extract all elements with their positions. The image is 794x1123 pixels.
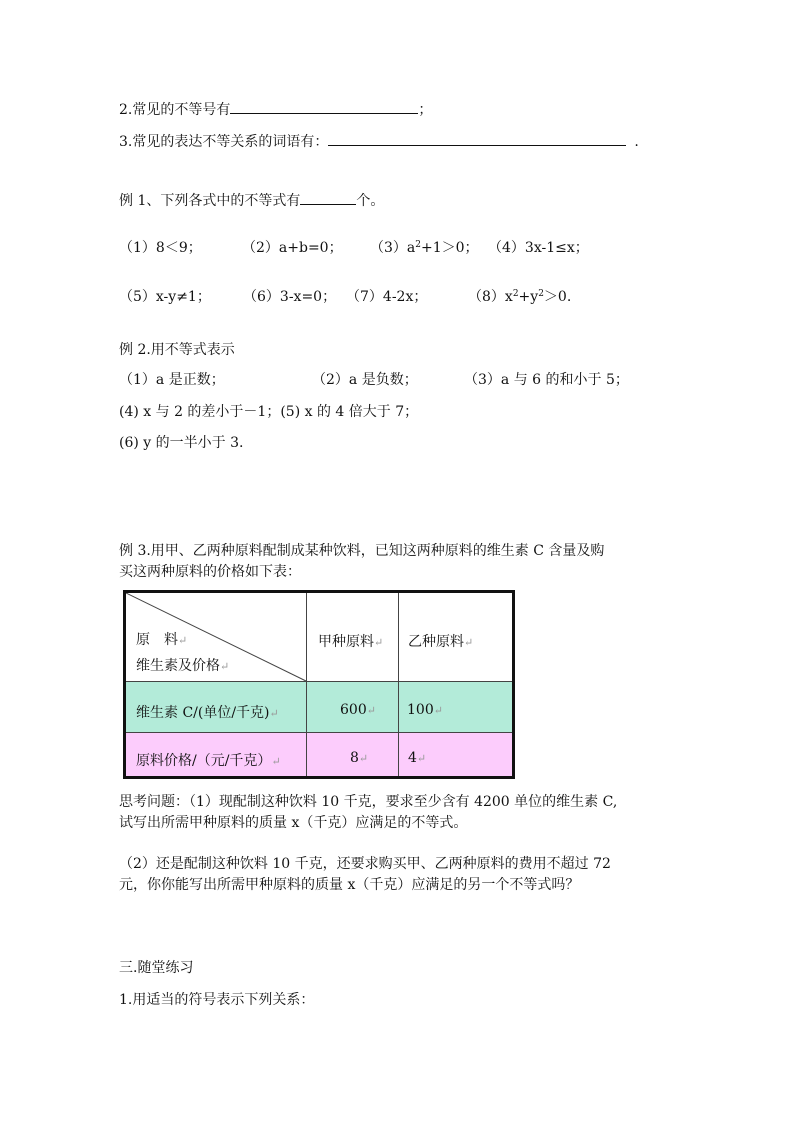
header-top-label: 原 料↵ bbox=[136, 632, 188, 648]
example-2-item: (6) y 的一半小于 3. bbox=[119, 435, 244, 451]
example-1-item: （6）3-x=0； bbox=[243, 289, 337, 305]
row-price-label: 原料价格/（元/千克）↵ bbox=[136, 753, 281, 769]
row-price-value-b: 4↵ bbox=[408, 750, 427, 766]
example-2-item: （3）a 与 6 的和小于 5； bbox=[464, 372, 629, 388]
answer-blank[interactable] bbox=[328, 131, 626, 146]
example-1-item: $(3)a^2+1>0$； bbox=[370, 240, 479, 256]
question-3: 3.常见的表达不等关系的词语有： . bbox=[119, 131, 639, 151]
example-3-stem: 例 3.用甲、乙两种原料配制成某种饮料，已知这两种原料的维生素 C 含量及购 bbox=[119, 543, 605, 559]
example-2-item: （2）a 是负数； bbox=[312, 372, 418, 388]
think-question-1: 思考问题：（1）现配制这种饮料 10 千克，要求至少含有 4200 单位的维生素 C, bbox=[119, 794, 618, 810]
example-2-item: （1）a 是正数； bbox=[119, 372, 225, 388]
row-vitamin-value-b: 100↵ bbox=[407, 702, 443, 718]
question-3-label: 3.常见的表达不等关系的词语有： bbox=[119, 134, 329, 150]
ingredient-table bbox=[123, 590, 515, 779]
answer-blank[interactable] bbox=[230, 99, 418, 114]
example-2-title: 例 2.用不等式表示 bbox=[119, 342, 235, 358]
row-vitamin-label: 维生素 C/(单位/千克)↵ bbox=[136, 705, 279, 721]
answer-blank[interactable] bbox=[300, 190, 356, 205]
think-question-1: 试写出所需甲种原料的质量 x（千克）应满足的不等式。 bbox=[119, 815, 468, 831]
header-bottom-label: 维生素及价格↵ bbox=[136, 658, 230, 674]
example-1-item: （1）8＜9； bbox=[119, 240, 202, 256]
example-2-item: (4) x 与 2 的差小于－1；(5) x 的 4 倍大于 7； bbox=[119, 404, 419, 420]
example-1-item: $(8)x^2+y^2>0$. bbox=[468, 289, 572, 305]
section-heading: 三.随堂练习 bbox=[119, 960, 194, 976]
example-1-item: （7）4-2x； bbox=[346, 289, 428, 305]
row-divider bbox=[126, 732, 512, 733]
practice-item: 1.用适当的符号表示下列关系： bbox=[119, 992, 315, 1008]
column-divider bbox=[398, 593, 399, 776]
think-question-2: 元，你你能写出所需甲种原料的质量 x（千克）应满足的另一个不等式吗？ bbox=[119, 877, 580, 893]
example-1-item: （4）3x-1≤x； bbox=[488, 240, 589, 256]
column-header-a: 甲种原料↵ bbox=[318, 634, 384, 650]
question-2-label: 2.常见的不等号有 bbox=[119, 102, 231, 118]
column-header-b: 乙种原料↵ bbox=[408, 634, 474, 650]
think-question-2: （2）还是配制这种饮料 10 千克，还要求购买甲、乙两种原料的费用不超过 72 bbox=[119, 856, 611, 872]
example-1-item: （2）a+b=0； bbox=[242, 240, 343, 256]
row-price-value-a: 8↵ bbox=[350, 750, 369, 766]
question-2: 2.常见的不等号有 ； bbox=[119, 99, 432, 119]
example-3-stem: 买这两种原料的价格如下表： bbox=[119, 564, 301, 580]
row-vitamin-value-a: 600↵ bbox=[340, 702, 376, 718]
example-1-stem: 例 1、下列各式中的不等式有 个。 bbox=[119, 190, 384, 210]
example-1-item: （5）x-y≠1； bbox=[119, 289, 211, 305]
